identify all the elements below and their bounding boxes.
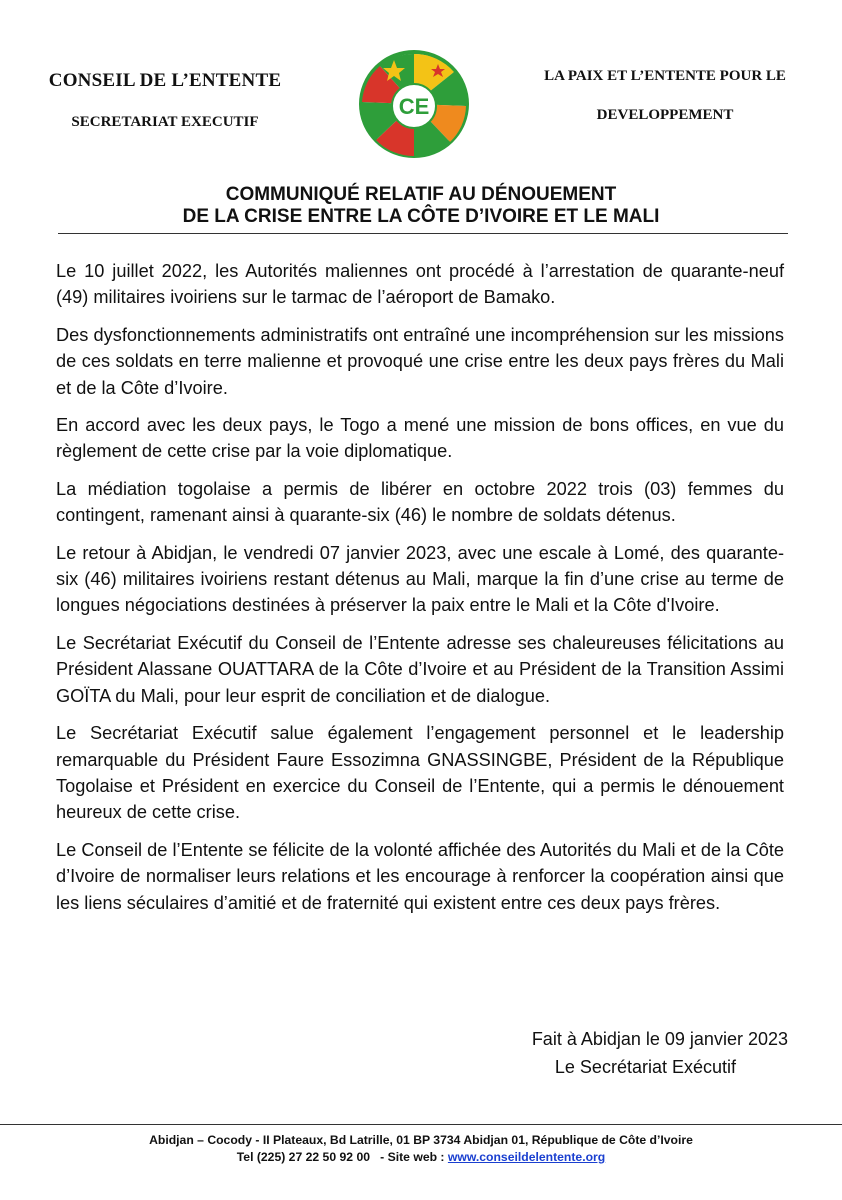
paragraph: Le Secrétariat Exécutif du Conseil de l’Entente adresse ses chaleureuses félicitations au Président Alassane OUATTARA de la Côte d’Ivoire et au Président de la Transition Assimi GOÏTA du Mali, pour leur esprit de conciliation et de dialogue.: [56, 632, 784, 706]
website-link[interactable]: www.conseildelentente.org: [447, 1150, 606, 1164]
organization-name: CONSEIL DE L’ENTENTE: [48, 70, 282, 91]
footer: [0, 1132, 842, 1166]
paragraph: Des dysfonctionnements administratifs ont entraîné une incompréhension sur les missions de ces soldats en terre malienne et provoqué une crise entre les deux pays frères du Mali et de la Côte d’Ivoire.: [56, 324, 784, 398]
conseil-entente-logo: [358, 50, 470, 158]
paragraph: En accord avec les deux pays, le Togo a mené une mission de bons offices, en vue du règlement de cette crise par la voie diplomatique.: [56, 415, 784, 462]
title-divider: [58, 233, 788, 234]
signature-block: [470, 1025, 788, 1081]
title-line-2: DE LA CRISE ENTRE LA CÔTE D’IVOIRE ET LE MALI: [182, 206, 660, 227]
logo-lettering: CE: [398, 94, 430, 119]
paragraph: Le Secrétariat Exécutif salue également l’engagement personnel et le leadership remarquable du Président Faure Essozimna GNASSINGBE, Président de la République Togolaise et Président en exercice du Conseil de l’Entente, qui a permis le dénouement heureux de cette crise.: [56, 723, 784, 823]
paragraph: Le Conseil de l’Entente se félicite de la volonté affichée des Autorités du Mali et de la Côte d’Ivoire de normaliser leurs relations et les encourage à renforcer la coopération ainsi que les liens séculaires d’amitié et de fraternité qui existent entre ces deux pays frères.: [56, 839, 784, 913]
communique-title: [60, 184, 782, 228]
footer-contact: [0, 1149, 842, 1166]
paragraph: Le 10 juillet 2022, les Autorités maliennes ont procédé à l’arrestation de quarante-neuf (49) militaires ivoiriens sur le tarmac de l’aéroport de Bamako.: [56, 261, 784, 308]
footer-phone: Tel (225) 27 22 50 92 00 - Site web :: [236, 1150, 448, 1164]
footer-address: Abidjan – Cocody - II Plateaux, Bd Latrille, 01 BP 3734 Abidjan 01, République de Côte d’Ivoire: [149, 1133, 693, 1147]
place-and-date: Fait à Abidjan le 09 janvier 2023: [531, 1029, 788, 1049]
organization-department: SECRETARIAT EXECUTIF: [71, 114, 259, 130]
paragraph: La médiation togolaise a permis de libérer en octobre 2022 trois (03) femmes du contingent, ramenant ainsi à quarante-six (46) le nombre de soldats détenus.: [56, 478, 784, 526]
motto-line-2: DEVELOPPEMENT: [596, 107, 734, 123]
title-line-1: COMMUNIQUÉ RELATIF AU DÉNOUEMENT: [225, 184, 617, 205]
paragraph: Le retour à Abidjan, le vendredi 07 janvier 2023, avec une escale à Lomé, des quarante-six (46) militaires ivoiriens restant détenus au Mali, marque la fin d’une crise au terme de longues négociations destinées à préserver la paix entre le Mali et la Côte d'Ivoire.: [56, 542, 784, 616]
motto-line-1: LA PAIX ET L’ENTENTE POUR LE: [544, 68, 786, 84]
organization-motto: [525, 68, 805, 124]
signatory: Le Secrétariat Exécutif: [554, 1057, 736, 1077]
organization-header: [40, 70, 290, 131]
communique-body: [56, 258, 784, 927]
footer-divider: [0, 1124, 842, 1125]
